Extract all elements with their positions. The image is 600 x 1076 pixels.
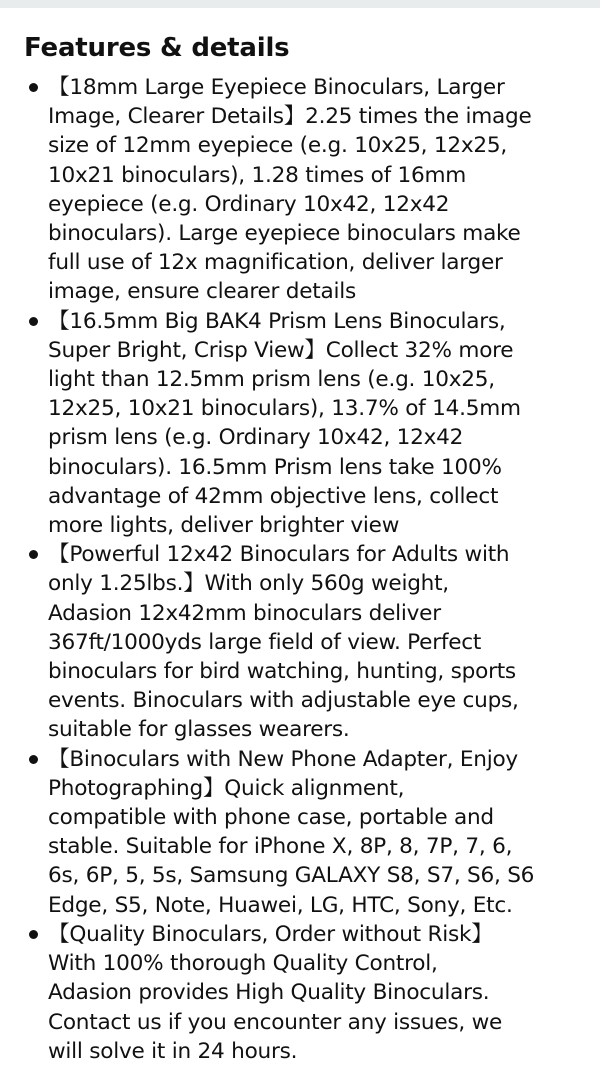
bullet-dot-icon [29, 83, 38, 92]
feature-item [48, 540, 588, 744]
feature-text: 【Powerful 12x42 Binoculars for Adults with only 1.25lbs.】With only 560g weight, Adasion 12x42mm binoculars deliver 367ft/1000yds large field of view. Perfect binoculars for bird watching, hunting, sports events. Binoculars with adjustable eye cups, suitable for glasses wearers. [48, 542, 519, 743]
bullet-dot-icon [29, 550, 38, 559]
feature-text: 【Quality Binoculars, Order without Risk】 With 100% thorough Quality Control, Adasion provides High Quality Binoculars. Contact us if you encounter any issues, we will solve it in 24 hours. [48, 921, 503, 1064]
feature-text: 【16.5mm Big BAK4 Prism Lens Binoculars, Super Bright, Crisp View】Collect 32% more light than 12.5mm prism lens (e.g. 10x25, 12x25, 10x21 binoculars), 13.7% of 14.5mm prism lens (e.g. Ordinary 10x42, 12x42 binoculars). 16.5mm Prism lens take 100% advantage of 42mm objective lens, collect more lights, deliver brighter view [48, 308, 521, 539]
bullet-dot-icon [29, 317, 38, 326]
bullet-dot-icon [29, 755, 38, 764]
bullet-dot-icon [29, 930, 38, 939]
top-divider [0, 0, 600, 8]
feature-text: 【18mm Large Eyepiece Binoculars, Larger Image, Clearer Details】2.25 times the image size of 12mm eyepiece (e.g. 10x25, 12x25, 10x21 binoculars), 1.28 times of 16mm eyepiece (e.g. Ordinary 10x42, 12x42 binoculars). Large eyepiece binoculars make full use of 12x magnification, deliver larger image, ensure clearer details [48, 75, 532, 305]
feature-item [48, 307, 588, 541]
section-title: Features & details [24, 33, 290, 63]
features-list [48, 73, 588, 1066]
feature-text: 【Binoculars with New Phone Adapter, Enjoy Photographing】Quick alignment, compatible with phone case, portable and stable. Suitable for iPhone X, 8P, 8, 7P, 7, 6, 6s, 6P, 5, 5s, Samsung GALAXY S8, S7, S6, S6 Edge, S5, Note, Huawei, LG, HTC, Sony, Etc. [48, 746, 535, 918]
feature-item [48, 920, 588, 1066]
feature-item [48, 745, 588, 920]
feature-item [48, 73, 588, 307]
